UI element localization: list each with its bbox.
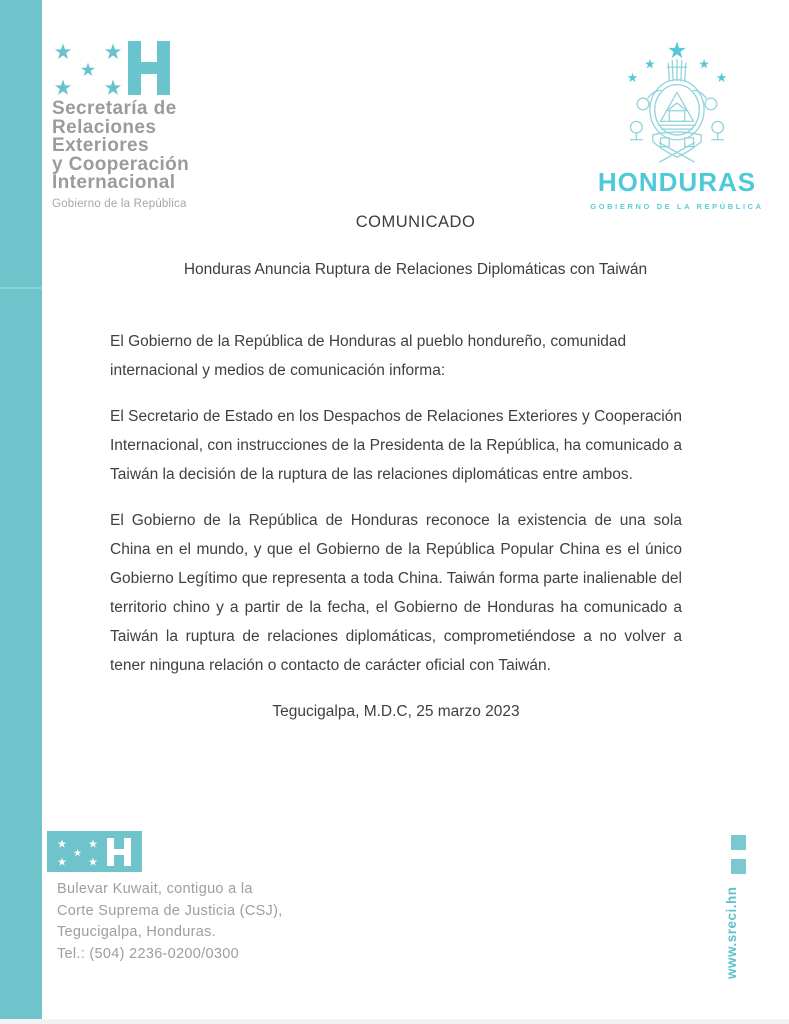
ministry-logo (52, 40, 312, 98)
ministry-tagline: Gobierno de la República (52, 197, 187, 210)
page-subtitle: Honduras Anuncia Ruptura de Relaciones Diplomáticas con Taiwán (183, 261, 648, 278)
ministry-name-line: Internacional (52, 172, 176, 193)
brand-tagline: GOBIERNO DE LA REPÚBLICA (590, 202, 764, 211)
website-url: www.sreci.hn (724, 886, 739, 979)
accent-square (731, 835, 746, 850)
paragraph: El Gobierno de la República de Honduras reconoce la existencia de una sola China en el mundo, y que el Gobierno de la República Popular China es el único Gobierno Legítimo que representa a toda China. Taiwán forma parte inalienable del territorio chino y a partir de la fecha, el Gobierno de Honduras ha comunicado a Taiwán la ruptura de relaciones diplomáticas, comprometiéndose a no volver a tener ninguna relación o contacto de carácter oficial con Taiwán. (110, 512, 682, 674)
left-accent-bar (0, 0, 42, 1019)
address-line: Bulevar Kuwait, contiguo a la (57, 881, 253, 897)
honduras-brand (588, 42, 766, 211)
ministry-header (52, 40, 312, 210)
address-line: Corte Suprema de Justicia (CSJ), (57, 902, 283, 919)
bottom-accent-strip (0, 1019, 789, 1024)
ministry-name (52, 100, 312, 193)
page-title: COMUNICADO (355, 213, 476, 231)
accent-square (731, 859, 746, 874)
five-stars-icon (52, 40, 124, 98)
address-line: Tel.: (504) 2236-0200/0300 (57, 945, 239, 962)
ministry-name-line: Secretaría de (52, 98, 177, 119)
address-line: Tegucigalpa, Honduras. (57, 924, 216, 940)
ministry-name-line: Relaciones (52, 116, 157, 138)
paragraph: El Secretario de Estado en los Despachos de Relaciones Exteriores y Cooperación Internacional, con instrucciones de la Presidenta de la República, ha comunicado a Taiwán la decisión de la ruptura de las relaciones diplomáticas entre ambos. (110, 408, 682, 483)
paragraph: El Gobierno de la República de Honduras al pueblo hondureño, comunidad internacional y medios de comunicación informa: (110, 333, 627, 379)
document-body (110, 327, 682, 726)
footer-logo (47, 831, 142, 872)
h-letter-icon (128, 41, 170, 95)
brand-country: HONDURAS (597, 167, 757, 197)
dateline: Tegucigalpa, M.D.C, 25 marzo 2023 (272, 703, 520, 720)
coat-of-arms-icon (597, 42, 757, 164)
footer-address (57, 879, 283, 965)
h-letter-icon (107, 838, 131, 866)
ministry-name-line: Exteriores (52, 135, 149, 156)
five-stars-icon (56, 837, 100, 867)
accent-bar-segment-divider (0, 287, 42, 289)
ministry-name-line: y Cooperación (52, 153, 190, 175)
